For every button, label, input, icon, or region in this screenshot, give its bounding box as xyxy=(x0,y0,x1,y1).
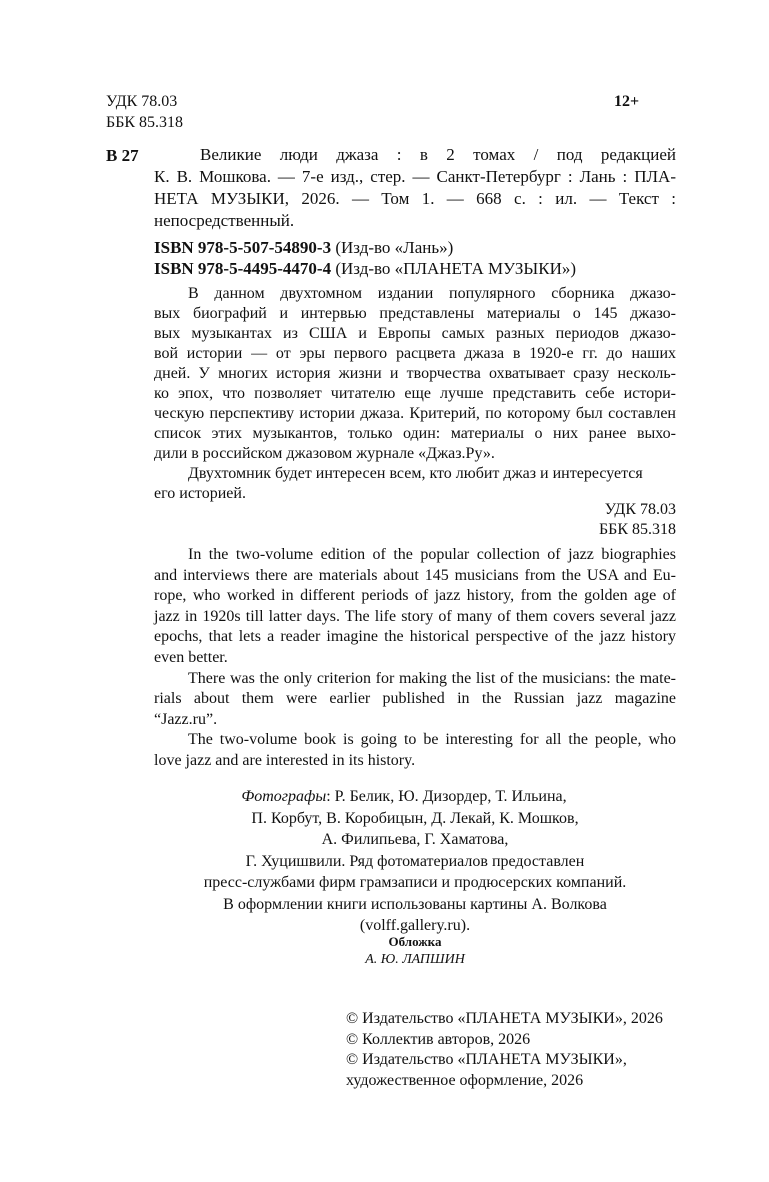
annotation-en-line: There was the only criterion for making the list of the musicians: the mate- xyxy=(188,669,676,687)
credits-line: Г. Хуцишвили. Ряд фотоматериалов предоставлен xyxy=(245,852,585,870)
annotation-en-line: In the two-volume edition of the popular collection of jazz biographies xyxy=(188,546,676,563)
annotation-ru-line: ко эпох, что позволяет читателю еще лучше представить себе истори- xyxy=(154,385,676,402)
credits-line: (volff.gallery.ru). xyxy=(359,917,471,934)
copyright-line: художественное оформление, 2026 xyxy=(346,1071,584,1089)
annotation-ru-line: дней. У многих история жизни и творчества охватывает сразу несколь- xyxy=(154,365,676,382)
annotation-en-line: love jazz and are interested in its history. xyxy=(154,751,416,769)
catalog-description xyxy=(154,144,676,232)
header-bbk: ББК 85.318 xyxy=(106,114,184,131)
annotation-en-line: The two-volume book is going to be interesting for all the people, who xyxy=(188,731,676,749)
annotation-ru-line: список этих музыкантов, только один: материалы о них ранее выхо- xyxy=(154,425,676,442)
annotation-en-line: “Jazz.ru”. xyxy=(154,710,218,728)
annotation-en-line: epochs, that lets a reader imagine the historical perspective of the jazz history xyxy=(154,628,676,646)
photographers-names: : Р. Белик, Ю. Дизордер, Т. Ильина, xyxy=(326,788,567,805)
isbn-number: ISBN 978-5-507-54890-3 xyxy=(154,238,332,257)
annotation-ru-line: В данном двухтомном издании популярного сборника джазо- xyxy=(188,285,676,302)
annotation-ru xyxy=(154,284,676,504)
annotation-en xyxy=(154,545,676,772)
copyright-line: © Издательство «ПЛАНЕТА МУЗЫКИ», xyxy=(346,1051,627,1068)
isbn-lan xyxy=(154,237,453,258)
annotation-ru-line: вых музыкантах из США и Европы самых разных периодов джазо- xyxy=(154,325,676,342)
annotation-udk: УДК 78.03 xyxy=(604,501,676,518)
cover-author: А. Ю. ЛАПШИН xyxy=(365,952,465,967)
annotation-ru-line: дили в российском джазовом журнале «Джаз.Ру». xyxy=(154,445,495,462)
credits-line xyxy=(132,786,676,808)
isbn-number: ISBN 978-5-4495-4470-4 xyxy=(154,259,332,278)
catalog-line: НЕТА МУЗЫКИ, 2026. — Том 1. — 668 с. : ил. — Текст : xyxy=(154,189,676,208)
age-rating: 12+ xyxy=(614,93,640,110)
annotation-ru-line: его историей. xyxy=(154,485,246,502)
credits-line: П. Корбут, В. Коробицын, Д. Лекай, К. Мошков, xyxy=(251,809,579,827)
isbn-publisher: (Изд-во «ПЛАНЕТА МУЗЫКИ») xyxy=(335,259,577,278)
annotation-ru-line: вых биографий и интервью представлены материалы о 145 джазо- xyxy=(154,305,676,322)
cover-credit xyxy=(154,933,676,969)
annotation-en-line: jazz in 1920s till latter days. The life story of many of them covers several jazz xyxy=(154,607,676,625)
isbn-planeta xyxy=(154,258,576,279)
credits-line: В оформлении книги использованы картины А. Волкова xyxy=(223,895,607,913)
credits-line: пресс-службами фирм грамзаписи и продюсерских компаний. xyxy=(203,874,627,891)
annotation-en-line: rope, who worked in different periods of jazz history, from the golden age of xyxy=(154,587,676,605)
credits-line: А. Филипьева, Г. Хаматова, xyxy=(321,831,509,848)
annotation-ru-line: вой истории — от эры первого расцвета джаза в 1920-е гг. до наших xyxy=(154,345,676,362)
isbn-publisher: (Изд-во «Лань») xyxy=(335,238,454,257)
annotation-bbk: ББК 85.318 xyxy=(598,521,676,538)
catalog-line: Великие люди джаза : в 2 томах / под редакцией xyxy=(200,145,676,164)
cover-label: Обложка xyxy=(388,934,442,949)
annotation-ru-line: Двухтомник будет интересен всем, кто любит джаз и интересуется xyxy=(188,465,643,482)
annotation-ru-line: ческую перспективу истории джаза. Критерий, по которому был составлен xyxy=(154,405,676,422)
annotation-en-line: even better. xyxy=(154,648,228,666)
catalog-line: К. В. Мошкова. — 7-е изд., стер. — Санкт-Петербург : Лань : ПЛА- xyxy=(154,167,676,186)
copyright-line: © Издательство «ПЛАНЕТА МУЗЫКИ», 2026 xyxy=(346,1010,663,1027)
annotation-en-line: rials about them were earlier published in the Russian jazz magazine xyxy=(154,690,676,708)
copyright-block xyxy=(346,1009,663,1091)
catalog-code: В 27 xyxy=(106,146,139,165)
copyright-line: © Коллектив авторов, 2026 xyxy=(346,1030,531,1048)
header-udk: УДК 78.03 xyxy=(106,93,178,110)
annotation-en-line: and interviews there are materials about 145 musicians from the USA and Eu- xyxy=(154,566,676,584)
photographers-label: Фотографы xyxy=(241,788,327,805)
credits xyxy=(154,786,676,937)
catalog-line: непосредственный. xyxy=(154,211,295,230)
